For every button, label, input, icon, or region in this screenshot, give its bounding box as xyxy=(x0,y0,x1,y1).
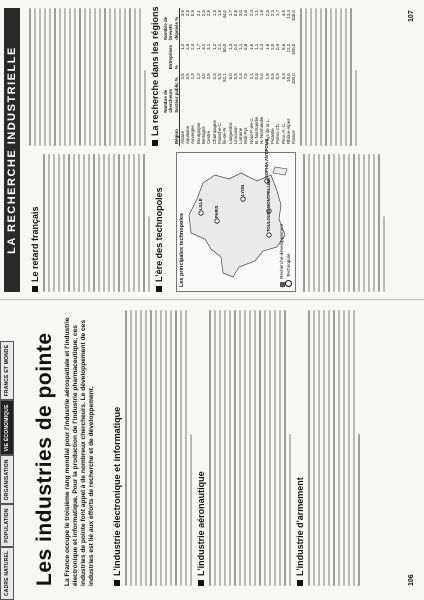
section-tab: VIE ÉCONOMIQUE xyxy=(0,400,14,455)
text-line xyxy=(315,8,317,146)
table-cell: Centre xyxy=(206,130,212,144)
text-line xyxy=(165,310,167,586)
text-line xyxy=(103,154,105,292)
text-line xyxy=(345,8,347,146)
text-line xyxy=(325,8,327,146)
table-cell: Languedoc xyxy=(227,122,233,144)
text-line xyxy=(48,154,50,292)
technopole-marker xyxy=(215,219,219,223)
section-tab: CADRE NATUREL xyxy=(0,547,14,600)
table-cell: 1,5 xyxy=(211,10,217,17)
page-number: 106 xyxy=(408,574,415,586)
text-line xyxy=(320,8,322,146)
text-line xyxy=(338,154,340,292)
table-cell: 6,0 xyxy=(227,73,233,80)
text-line xyxy=(34,8,36,146)
body-text-lines xyxy=(43,154,150,292)
table-header-cell: Nombre de brevets déposés % xyxy=(163,8,179,42)
text-line xyxy=(43,154,45,292)
text-line xyxy=(353,154,355,292)
body-text-lines xyxy=(125,310,192,586)
table-cell: 0,5 xyxy=(216,73,222,80)
text-line xyxy=(313,310,315,586)
section-heading-text: Le retard français xyxy=(30,206,40,282)
text-line xyxy=(350,8,352,146)
text-line xyxy=(378,154,380,292)
map-city-label: MONTPELLIER xyxy=(266,177,271,208)
table-cell: 3,5 xyxy=(185,73,191,80)
lead-paragraph: La France occupe le troisième rang mondial pour l'industrie aérospatiale et l'industrie électronique et informatique. Pour la production de l'industrie pharmaceutique, ces industries de pointe font appel à de nombreux chercheurs. Le développement de ces industries est lié aux efforts de recherche et de développement. xyxy=(64,317,95,586)
right-col-1 xyxy=(26,154,167,292)
map-title: Les principales technopoles xyxy=(179,213,185,287)
table-cell: 0,9 xyxy=(275,43,281,50)
text-line xyxy=(358,434,360,586)
text-line xyxy=(93,154,95,292)
table-cell: 0,5 xyxy=(211,73,217,80)
text-line xyxy=(53,154,55,292)
text-line xyxy=(83,154,85,292)
table-cell: Limousin xyxy=(232,126,238,144)
table-cell: Picardie xyxy=(269,128,275,144)
text-line xyxy=(134,8,136,146)
left-page-title: Les industries de pointe xyxy=(33,332,56,586)
text-line xyxy=(175,310,177,586)
text-line xyxy=(114,8,116,146)
text-line xyxy=(318,154,320,292)
table-cell: 1,8 xyxy=(264,43,270,50)
table-header-row xyxy=(163,8,179,146)
text-line xyxy=(284,310,286,586)
text-line xyxy=(190,434,192,586)
table-cell: 100,0 xyxy=(291,43,297,55)
text-line xyxy=(343,310,345,586)
table-cell: Bourgogne xyxy=(195,122,201,144)
section-heading-text: La recherche dans les régions xyxy=(150,6,160,136)
text-line xyxy=(59,8,61,146)
text-line xyxy=(305,8,307,146)
table-cell: 1,3 xyxy=(195,73,201,80)
table-cell: 6,3 xyxy=(280,73,286,80)
body-text-lines xyxy=(209,310,291,586)
text-line xyxy=(125,310,127,586)
text-line xyxy=(330,8,332,146)
section-heading xyxy=(295,310,305,586)
table-cell: 3,6 xyxy=(179,10,185,17)
table-cell: Poitou-Ch. xyxy=(275,123,281,144)
right-col-1-tail xyxy=(300,154,388,292)
text-line xyxy=(308,154,310,292)
map-city-label: TOULOUSE xyxy=(266,208,271,232)
text-line xyxy=(143,154,145,292)
text-line xyxy=(89,8,91,146)
table-cell: 0,5 xyxy=(269,73,275,80)
table-cell: 2,1 xyxy=(216,43,222,50)
text-line xyxy=(234,310,236,586)
table-cell: 4,5 xyxy=(280,10,286,17)
text-line xyxy=(128,154,130,292)
left-page xyxy=(0,299,424,600)
text-line xyxy=(355,70,357,146)
table-cell: 3,1 xyxy=(206,43,212,50)
table-cell: 2,8 xyxy=(206,73,212,80)
text-line xyxy=(269,310,271,586)
bullet-square-icon xyxy=(297,580,303,586)
table-cell: 0,2 xyxy=(232,43,238,50)
text-line xyxy=(308,310,310,586)
section-heading xyxy=(154,154,164,292)
table-cell: 3,0 xyxy=(238,10,244,17)
text-line xyxy=(254,310,256,586)
bullet-square-icon xyxy=(32,286,38,292)
table-row xyxy=(291,8,296,146)
table-cell: 13,4 xyxy=(285,10,291,19)
page-number: 107 xyxy=(408,10,415,22)
table-cell: Île-de-Fr. xyxy=(222,126,228,144)
table-cell: 1,1 xyxy=(254,43,260,50)
table-cell: 1,7 xyxy=(227,10,233,17)
table-cell: Aquitaine xyxy=(185,125,191,144)
text-line xyxy=(54,8,56,146)
table-cell: 5,6 xyxy=(280,43,286,50)
text-line xyxy=(135,310,137,586)
table-cell: 10,6 xyxy=(285,73,291,82)
text-line xyxy=(140,310,142,586)
text-line xyxy=(109,8,111,146)
text-line xyxy=(328,154,330,292)
legend-label: Recherche-développement xyxy=(279,223,284,279)
text-line xyxy=(323,154,325,292)
table-cell: 2,1 xyxy=(248,73,254,80)
bullet-square-icon xyxy=(152,140,158,146)
table-cell: 0,8 xyxy=(254,73,260,80)
text-line xyxy=(64,8,66,146)
section-heading xyxy=(112,310,122,586)
text-line xyxy=(138,154,140,292)
map-city-label: LYON xyxy=(240,184,245,196)
text-line xyxy=(224,310,226,586)
text-line xyxy=(78,154,80,292)
table-cell: 0,9 xyxy=(190,10,196,17)
text-line xyxy=(303,154,305,292)
table-cell: 2,4 xyxy=(190,43,196,50)
table-cell: 1,9 xyxy=(259,10,265,17)
table-cell: Pays de la L. xyxy=(264,118,270,144)
text-line xyxy=(348,154,350,292)
body-text-lines xyxy=(308,310,360,586)
text-line xyxy=(310,8,312,146)
text-line xyxy=(368,154,370,292)
table-cell: 1,1 xyxy=(254,10,260,17)
text-line xyxy=(124,8,126,146)
text-line xyxy=(363,154,365,292)
body-text-lines xyxy=(300,8,357,146)
table-cell: 2,3 xyxy=(259,43,265,50)
page-banner: LA RECHERCHE INDUSTRIELLE xyxy=(4,8,20,292)
table-cell: Auvergne xyxy=(190,125,196,144)
text-line xyxy=(264,310,266,586)
text-line xyxy=(73,154,75,292)
text-line xyxy=(145,310,147,586)
text-line xyxy=(348,310,350,586)
table-cell: Franche-C. xyxy=(216,122,222,144)
table-cell: 50,0 xyxy=(222,43,228,53)
section-heading xyxy=(150,8,160,146)
text-line xyxy=(333,310,335,586)
left-body xyxy=(108,310,363,586)
table-header-cell: Entreprises % xyxy=(163,42,179,71)
right-col-2 xyxy=(26,8,360,146)
text-line xyxy=(219,310,221,586)
table-cell: Prov.-A.-C. xyxy=(280,122,286,144)
section-heading-text: L'industrie d'armement xyxy=(295,477,305,576)
text-line xyxy=(79,8,81,146)
table-cell: 2,6 xyxy=(201,10,207,17)
text-line xyxy=(323,310,325,586)
table-cell: 0,6 xyxy=(259,73,265,80)
text-line xyxy=(68,154,70,292)
table-cell: B.-Normandie xyxy=(254,116,260,144)
text-line xyxy=(229,310,231,586)
table-cell: 2,4 xyxy=(248,10,254,17)
text-line xyxy=(74,8,76,146)
text-line xyxy=(274,310,276,586)
text-line xyxy=(144,70,146,146)
technopole-marker xyxy=(199,211,203,215)
table-cell: 44,0 xyxy=(222,10,228,19)
table-cell: 2,0 xyxy=(269,43,275,50)
text-line xyxy=(118,154,120,292)
regions-table xyxy=(163,8,296,146)
table-cell: 7,5 xyxy=(243,73,249,80)
text-line xyxy=(353,310,355,586)
legend-swatch-icon xyxy=(280,282,285,287)
text-line xyxy=(170,310,172,586)
text-line xyxy=(333,154,335,292)
map-legend xyxy=(279,224,292,287)
text-line xyxy=(129,8,131,146)
text-line xyxy=(328,310,330,586)
text-line xyxy=(180,310,182,586)
text-line xyxy=(94,8,96,146)
table-cell: 3,1 xyxy=(201,43,207,50)
table-cell: 2,6 xyxy=(243,10,249,17)
table-cell: 2,6 xyxy=(264,10,270,17)
map-city-label: PARIS xyxy=(214,205,219,218)
text-line xyxy=(209,310,211,586)
table-cell: 1,8 xyxy=(248,43,254,50)
legend-item xyxy=(285,224,292,287)
text-line xyxy=(343,154,345,292)
text-line xyxy=(340,8,342,146)
text-line xyxy=(244,310,246,586)
france-map-graphic xyxy=(177,153,295,291)
legend-item xyxy=(279,224,285,287)
corsica-outline xyxy=(273,167,287,175)
table-cell: Lorraine xyxy=(238,127,244,144)
table-cell: Nord-P.-de-C. xyxy=(248,117,254,144)
map-city-label: SOPHIA ANTIPOLIS xyxy=(264,138,269,178)
bullet-square-icon xyxy=(198,580,204,586)
text-line xyxy=(139,8,141,146)
text-line xyxy=(185,310,187,586)
section-tab: POPULATION xyxy=(0,504,14,546)
table-cell: 1,2 xyxy=(211,43,217,50)
table-cell: H.-Normandie xyxy=(259,116,265,144)
table-cell: 1,1 xyxy=(238,43,244,50)
technopoles-map xyxy=(176,138,296,292)
text-line xyxy=(150,310,152,586)
table-cell: 1,3 xyxy=(190,73,196,80)
text-line xyxy=(300,8,302,146)
text-line xyxy=(98,154,100,292)
text-line xyxy=(99,8,101,146)
text-line xyxy=(113,154,115,292)
text-line xyxy=(279,310,281,586)
table-cell: 52,1 xyxy=(222,73,228,82)
table-cell: 0,5 xyxy=(232,73,238,80)
table-cell: 2,6 xyxy=(179,73,185,80)
text-line xyxy=(160,310,162,586)
table-cell: 2,5 xyxy=(185,10,191,17)
text-line xyxy=(108,154,110,292)
text-line xyxy=(214,310,216,586)
legend-circle-icon xyxy=(285,280,292,287)
table-cell: 2,8 xyxy=(206,10,212,17)
section-tab: FRANCE ET MONDE xyxy=(0,341,14,401)
table-cell: Rhône-Alpes xyxy=(285,118,291,144)
table-cell: 4,0 xyxy=(201,73,207,80)
table-cell: 1,5 xyxy=(216,10,222,17)
text-line xyxy=(335,8,337,146)
text-line xyxy=(63,154,65,292)
text-line xyxy=(318,310,320,586)
table-cell: 2,1 xyxy=(195,10,201,17)
body-text-lines xyxy=(29,8,146,146)
table-cell: 1,7 xyxy=(275,10,281,17)
technopole-marker xyxy=(267,233,271,237)
technopole-marker xyxy=(241,197,245,201)
text-line xyxy=(373,154,375,292)
table-cell: 100,0 xyxy=(291,73,297,85)
text-line xyxy=(29,8,31,146)
text-line xyxy=(123,154,125,292)
section-tab: ORGANISATION xyxy=(0,455,14,504)
section-heading-text: L'industrie aéronautique xyxy=(196,471,206,576)
table-cell: Bretagne xyxy=(201,126,207,144)
table-cell: Alsace xyxy=(179,130,185,144)
text-line xyxy=(259,310,261,586)
text-line xyxy=(133,154,135,292)
text-line xyxy=(49,8,51,146)
text-line xyxy=(130,310,132,586)
table-cell: 1,3 xyxy=(227,43,233,50)
table-cell: 12,2 xyxy=(285,43,291,53)
table-cell: 100,0 xyxy=(291,10,297,21)
map-city-label: LILLE xyxy=(198,198,203,210)
text-line xyxy=(69,8,71,146)
text-line xyxy=(239,310,241,586)
table-cell: Champagne xyxy=(211,120,217,144)
text-line xyxy=(88,154,90,292)
text-line xyxy=(289,434,291,586)
table-cell: Midi-Pyr. xyxy=(243,126,249,144)
legend-label: Technopole xyxy=(285,253,291,277)
text-line xyxy=(148,216,150,292)
table-header-cell: Nombre de chercheurs Secteur public % xyxy=(163,71,179,114)
table-cell: 0,9 xyxy=(275,73,281,80)
text-line xyxy=(338,310,340,586)
table-cell: 1,8 xyxy=(264,73,270,80)
table-cell: 1,7 xyxy=(195,43,201,50)
table-cell: 0,5 xyxy=(232,10,238,17)
section-heading-text: L'industrie électronique et informatique xyxy=(112,406,122,576)
section-heading xyxy=(196,310,206,586)
table-cell: France xyxy=(291,130,297,144)
table-cell: 5,5 xyxy=(243,43,249,50)
bullet-square-icon xyxy=(156,286,162,292)
text-line xyxy=(383,216,385,292)
section-heading xyxy=(30,154,40,292)
table-cell: 2,3 xyxy=(269,10,275,17)
text-line xyxy=(84,8,86,146)
text-line xyxy=(358,154,360,292)
text-line xyxy=(119,8,121,146)
text-line xyxy=(44,8,46,146)
text-line xyxy=(155,310,157,586)
bullet-square-icon xyxy=(114,580,120,586)
table-cell: 1,4 xyxy=(238,73,244,80)
table-header-cell: Région xyxy=(163,115,179,146)
section-tabs xyxy=(0,341,16,600)
text-line xyxy=(104,8,106,146)
table-cell: 1,2 xyxy=(179,43,185,50)
text-line xyxy=(249,310,251,586)
text-line xyxy=(39,8,41,146)
text-line xyxy=(313,154,315,292)
section-heading-text: L'ère des technopoles xyxy=(154,187,164,282)
text-line xyxy=(58,154,60,292)
table-cell: 3,5 xyxy=(185,43,191,50)
